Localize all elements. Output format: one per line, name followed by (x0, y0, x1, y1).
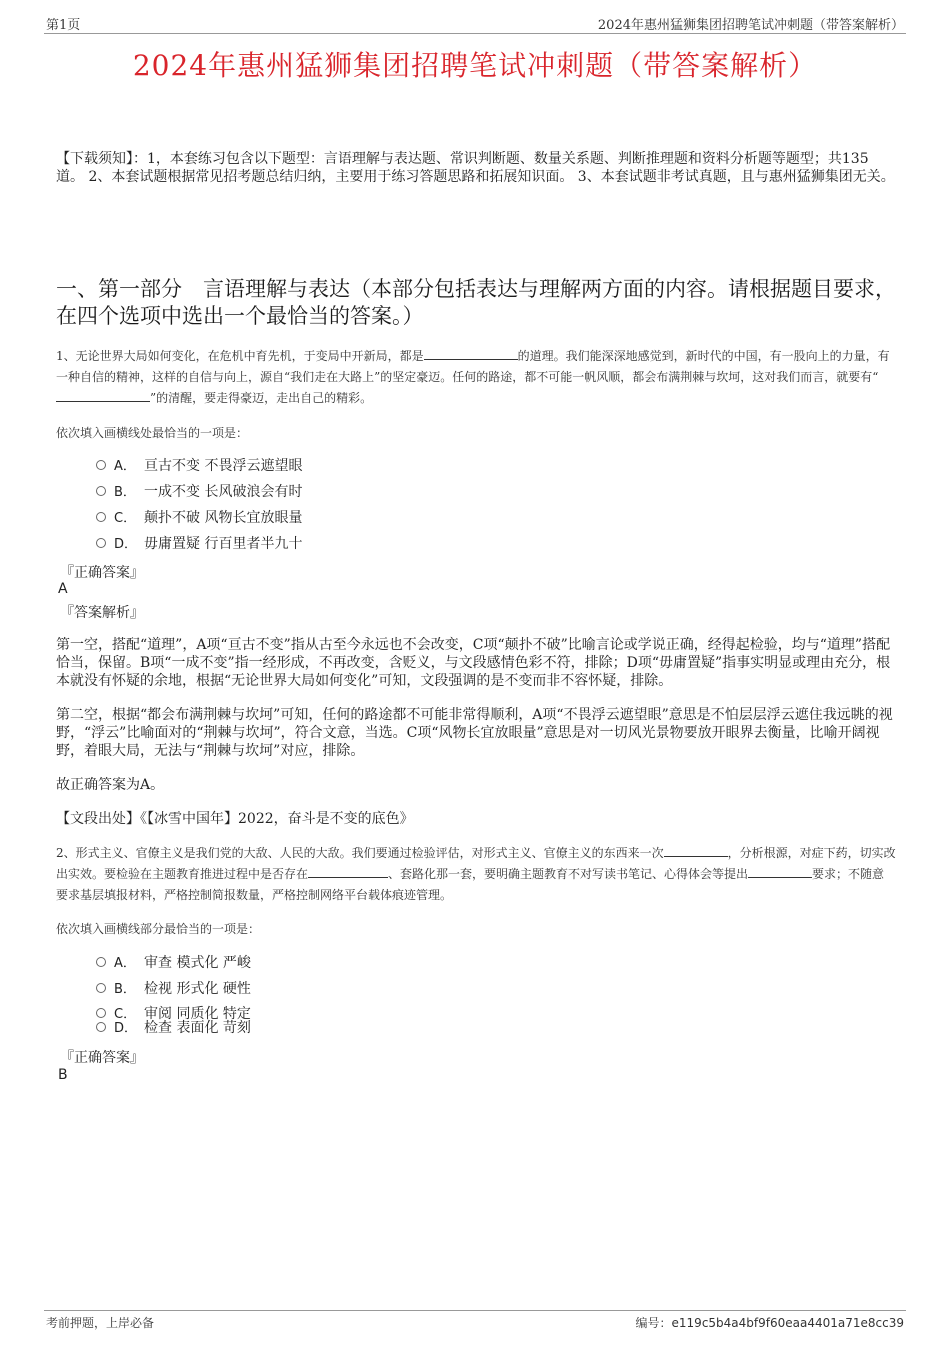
q1-option-d[interactable]: D． 毋庸置疑 行百里者半九十 (96, 534, 302, 554)
radio-icon[interactable] (96, 486, 106, 496)
radio-icon[interactable] (96, 1022, 106, 1032)
question-2-prompt: 依次填入画横线部分最恰当的一项是： (56, 922, 261, 936)
q1-option-c[interactable]: C． 颠扑不破 风物长宜放眼量 (96, 508, 302, 528)
q1-answer: A (58, 581, 68, 597)
radio-icon[interactable] (96, 1008, 106, 1018)
page-number: 第1页 (46, 18, 81, 33)
blank-line (664, 844, 728, 857)
radio-icon[interactable] (96, 460, 106, 470)
q2-answer-label: 『正确答案』 (60, 1050, 144, 1066)
q1-answer-label: 『正确答案』 (60, 565, 144, 581)
footer-divider (44, 1310, 906, 1311)
download-notice: 【下载须知】：1，本套练习包含以下题型：言语理解与表达题、常识判断题、数量关系题、判断推理题和资料分析题等题型；共135道。 2、本套试题根据常见招考题总结归纳，主要用于练习答题思路和拓展知识面。 3、本套试题非考试真题，且与惠州猛狮集团无关。 (56, 151, 895, 185)
section-heading: 一、第一部分 言语理解与表达（本部分包括表达与理解两方面的内容。请根据题目要求，在四个选项中选出一个最恰当的答案。） (56, 277, 896, 328)
q1-option-b[interactable]: B． 一成不变 长风破浪会有时 (96, 482, 302, 502)
radio-icon[interactable] (96, 512, 106, 522)
header-doc-title: 2024年惠州猛狮集团招聘笔试冲刺题（带答案解析） (597, 18, 904, 33)
q2-option-a[interactable]: A． 审查 模式化 严峻 (96, 953, 251, 973)
q1-source: 【文段出处】《【冰雪中国年】2022，奋斗是不变的底色》 (56, 811, 414, 827)
q2-option-c[interactable]: C． 审阅 同质化 特定 (96, 1004, 251, 1024)
q1-conclusion: 故正确答案为A。 (56, 777, 165, 793)
blank-line (748, 865, 812, 878)
question-1-prompt: 依次填入画横线处最恰当的一项是： (56, 426, 249, 440)
q2-option-b[interactable]: B． 检视 形式化 硬性 (96, 979, 251, 999)
footer-code: 编号：e119c5b4a4bf9f60eaa4401a71e8cc39 (635, 1316, 904, 1330)
blank-line (308, 865, 388, 878)
q2-answer: B (58, 1067, 68, 1083)
radio-icon[interactable] (96, 983, 106, 993)
header-divider (44, 33, 906, 34)
q1-analysis-paragraph-1: 第一空，搭配“道理”，A项“亘古不变”指从古至今永远也不会改变，C项“颠扑不破”比喻言论或学说正确，经得起检验，均与“道理”搭配恰当，保留。B项“一成不变”指一经形成，不再改变，含贬义，与文段感情色彩不符，排除；D项“毋庸置疑”指事实明显或理由充分，根本就没有怀疑的余地，根据“无论世界大局如何变化”可知，文段强调的是不变而非不容怀疑，排除。 (56, 637, 891, 689)
footer-slogan: 考前押题，上岸必备 (46, 1316, 155, 1330)
question-1-stem: 1、无论世界大局如何变化，在危机中育先机，于变局中开新局，都是 的道理。我们能深深地感觉到，新时代的中国，有一股向上的力量，有一种自信的精神，这样的自信与向上，源自“我们走在大路上”的坚定豪迈。任何的路途，都不可能一帆风顺，都会布满荆棘与坎坷，这对我们而言，就要有“”的清醒，要走得豪迈，走出自己的精彩。 (56, 349, 890, 405)
radio-icon[interactable] (96, 538, 106, 548)
page-title: 2024年惠州猛狮集团招聘笔试冲刺题（带答案解析） (132, 49, 818, 82)
blank-line (424, 347, 518, 360)
blank-line (56, 389, 150, 402)
q1-analysis-paragraph-2: 第二空，根据“都会布满荆棘与坎坷”可知，任何的路途都不可能非常得顺利，A项“不畏浮云遮望眼”意思是不怕层层浮云遮住我远眺的视野，“浮云”比喻面对的“荆棘与坎坷”，符合文意，当选。C项“风物长宜放眼量”意思是对一切风光景物要放开眼界去衡量，比喻开阔视野，着眼大局，无法与“荆棘与坎坷”对应，排除。 (56, 707, 893, 759)
question-2-stem: 2、形式主义、官僚主义是我们党的大敌、人民的大敌。我们要通过检验评估，对形式主义、官僚主义的东西来一次 ，分析根源，对症下药，切实改出实效。要检验在主题教育推进过程中是否存在 、套路化那一套，要明确主题教育不对写读书笔记、心得体会等提出 要求；不随意要求基层填报材料，严格控制简报数量，严格控制网络平台载体痕迹管理。 (56, 846, 896, 902)
q2-option-d[interactable]: D． 检查 表面化 苛刻 (96, 1018, 251, 1038)
q1-option-a[interactable]: A． 亘古不变 不畏浮云遮望眼 (96, 456, 302, 476)
radio-icon[interactable] (96, 957, 106, 967)
q1-analysis-label: 『答案解析』 (60, 605, 144, 621)
